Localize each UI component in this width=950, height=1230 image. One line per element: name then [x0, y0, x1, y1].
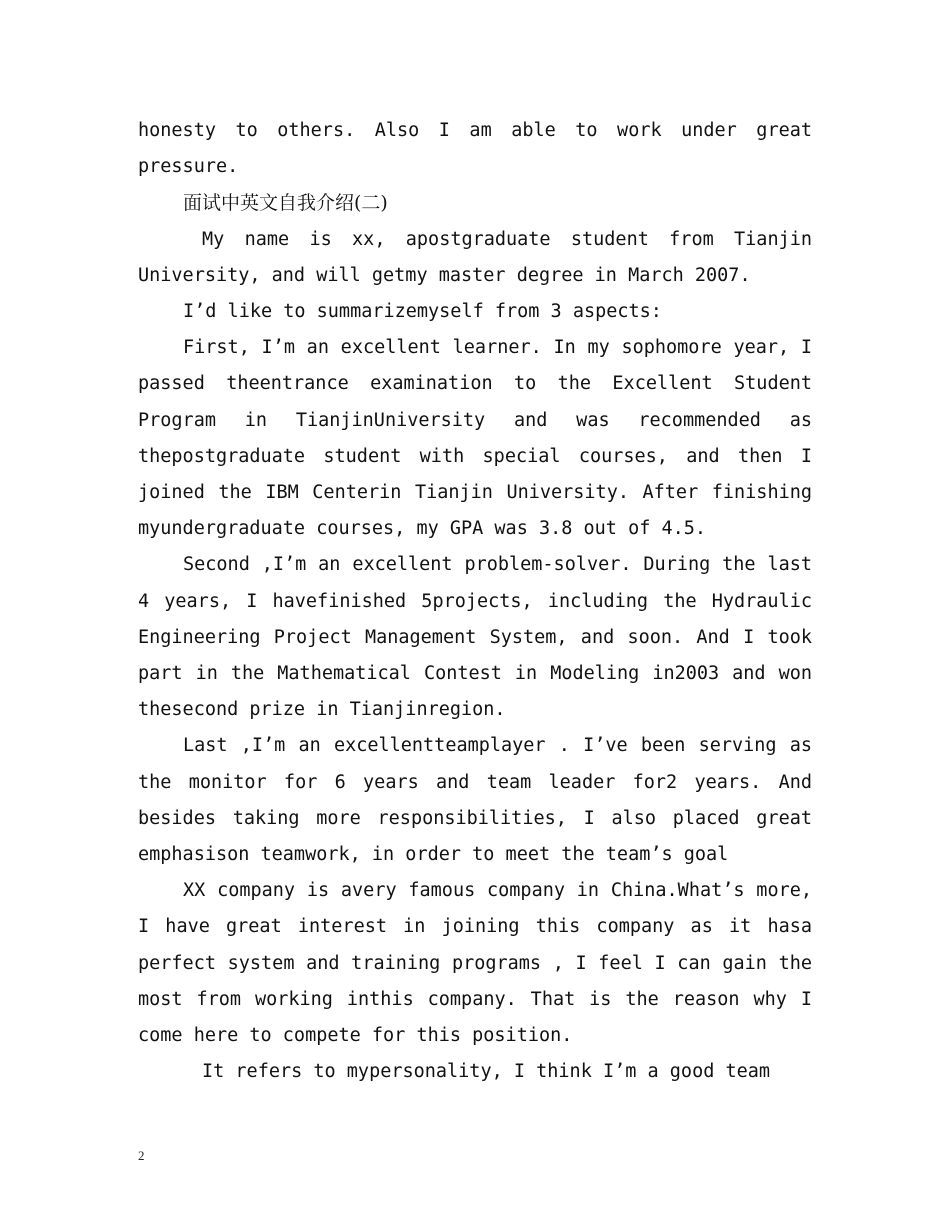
paragraph-summary-lead: I’d like to summarizemyself from 3 aspects:	[183, 301, 662, 323]
document-body	[138, 113, 812, 1090]
paragraph-continuation: honesty to others. Also I am able to work under great pressure.	[138, 120, 812, 178]
paragraph-team-player: Last ,I’m an excellentteamplayer . I’ve been serving as the monitor for 6 years and team leader for2 years. And besides taking more responsibilities, I also placed great emphasison teamwork, in order to meet the team’s goal	[138, 735, 812, 866]
section-heading: 面试中英文自我介绍(二)	[183, 192, 388, 215]
paragraph-personality: It refers to mypersonality, I think I’m a good team	[202, 1061, 771, 1083]
paragraph-learner: First, I’m an excellent learner. In my sophomore year, I passed theentrance examination to the Excellent Student Program in TianjinUniversity and was recommended as thepostgraduate student with special courses, and then I joined the IBM Centerin Tianjin University. After finishing myundergraduate courses, my GPA was 3.8 out of 4.5.	[138, 337, 812, 540]
paragraph-company: XX company is avery famous company in China.What’s more, I have great interest in joining this company as it hasa perfect system and training programs , I feel I can gain the most from working inthis company. That is the reason why I come here to compete for this position.	[138, 880, 812, 1047]
page-number: 2	[138, 1148, 145, 1163]
paragraph-problem-solver: Second ,I’m an excellent problem-solver. During the last 4 years, I havefinished 5projects, including the Hydraulic Engineering Project Management System, and soon. And I took part in the Mathematical Contest in Modeling in2003 and won thesecond prize in Tianjinregion.	[138, 554, 812, 721]
paragraph-intro: My name is xx, apostgraduate student from Tianjin University, and will getmy master degree in March 2007.	[138, 228, 812, 286]
